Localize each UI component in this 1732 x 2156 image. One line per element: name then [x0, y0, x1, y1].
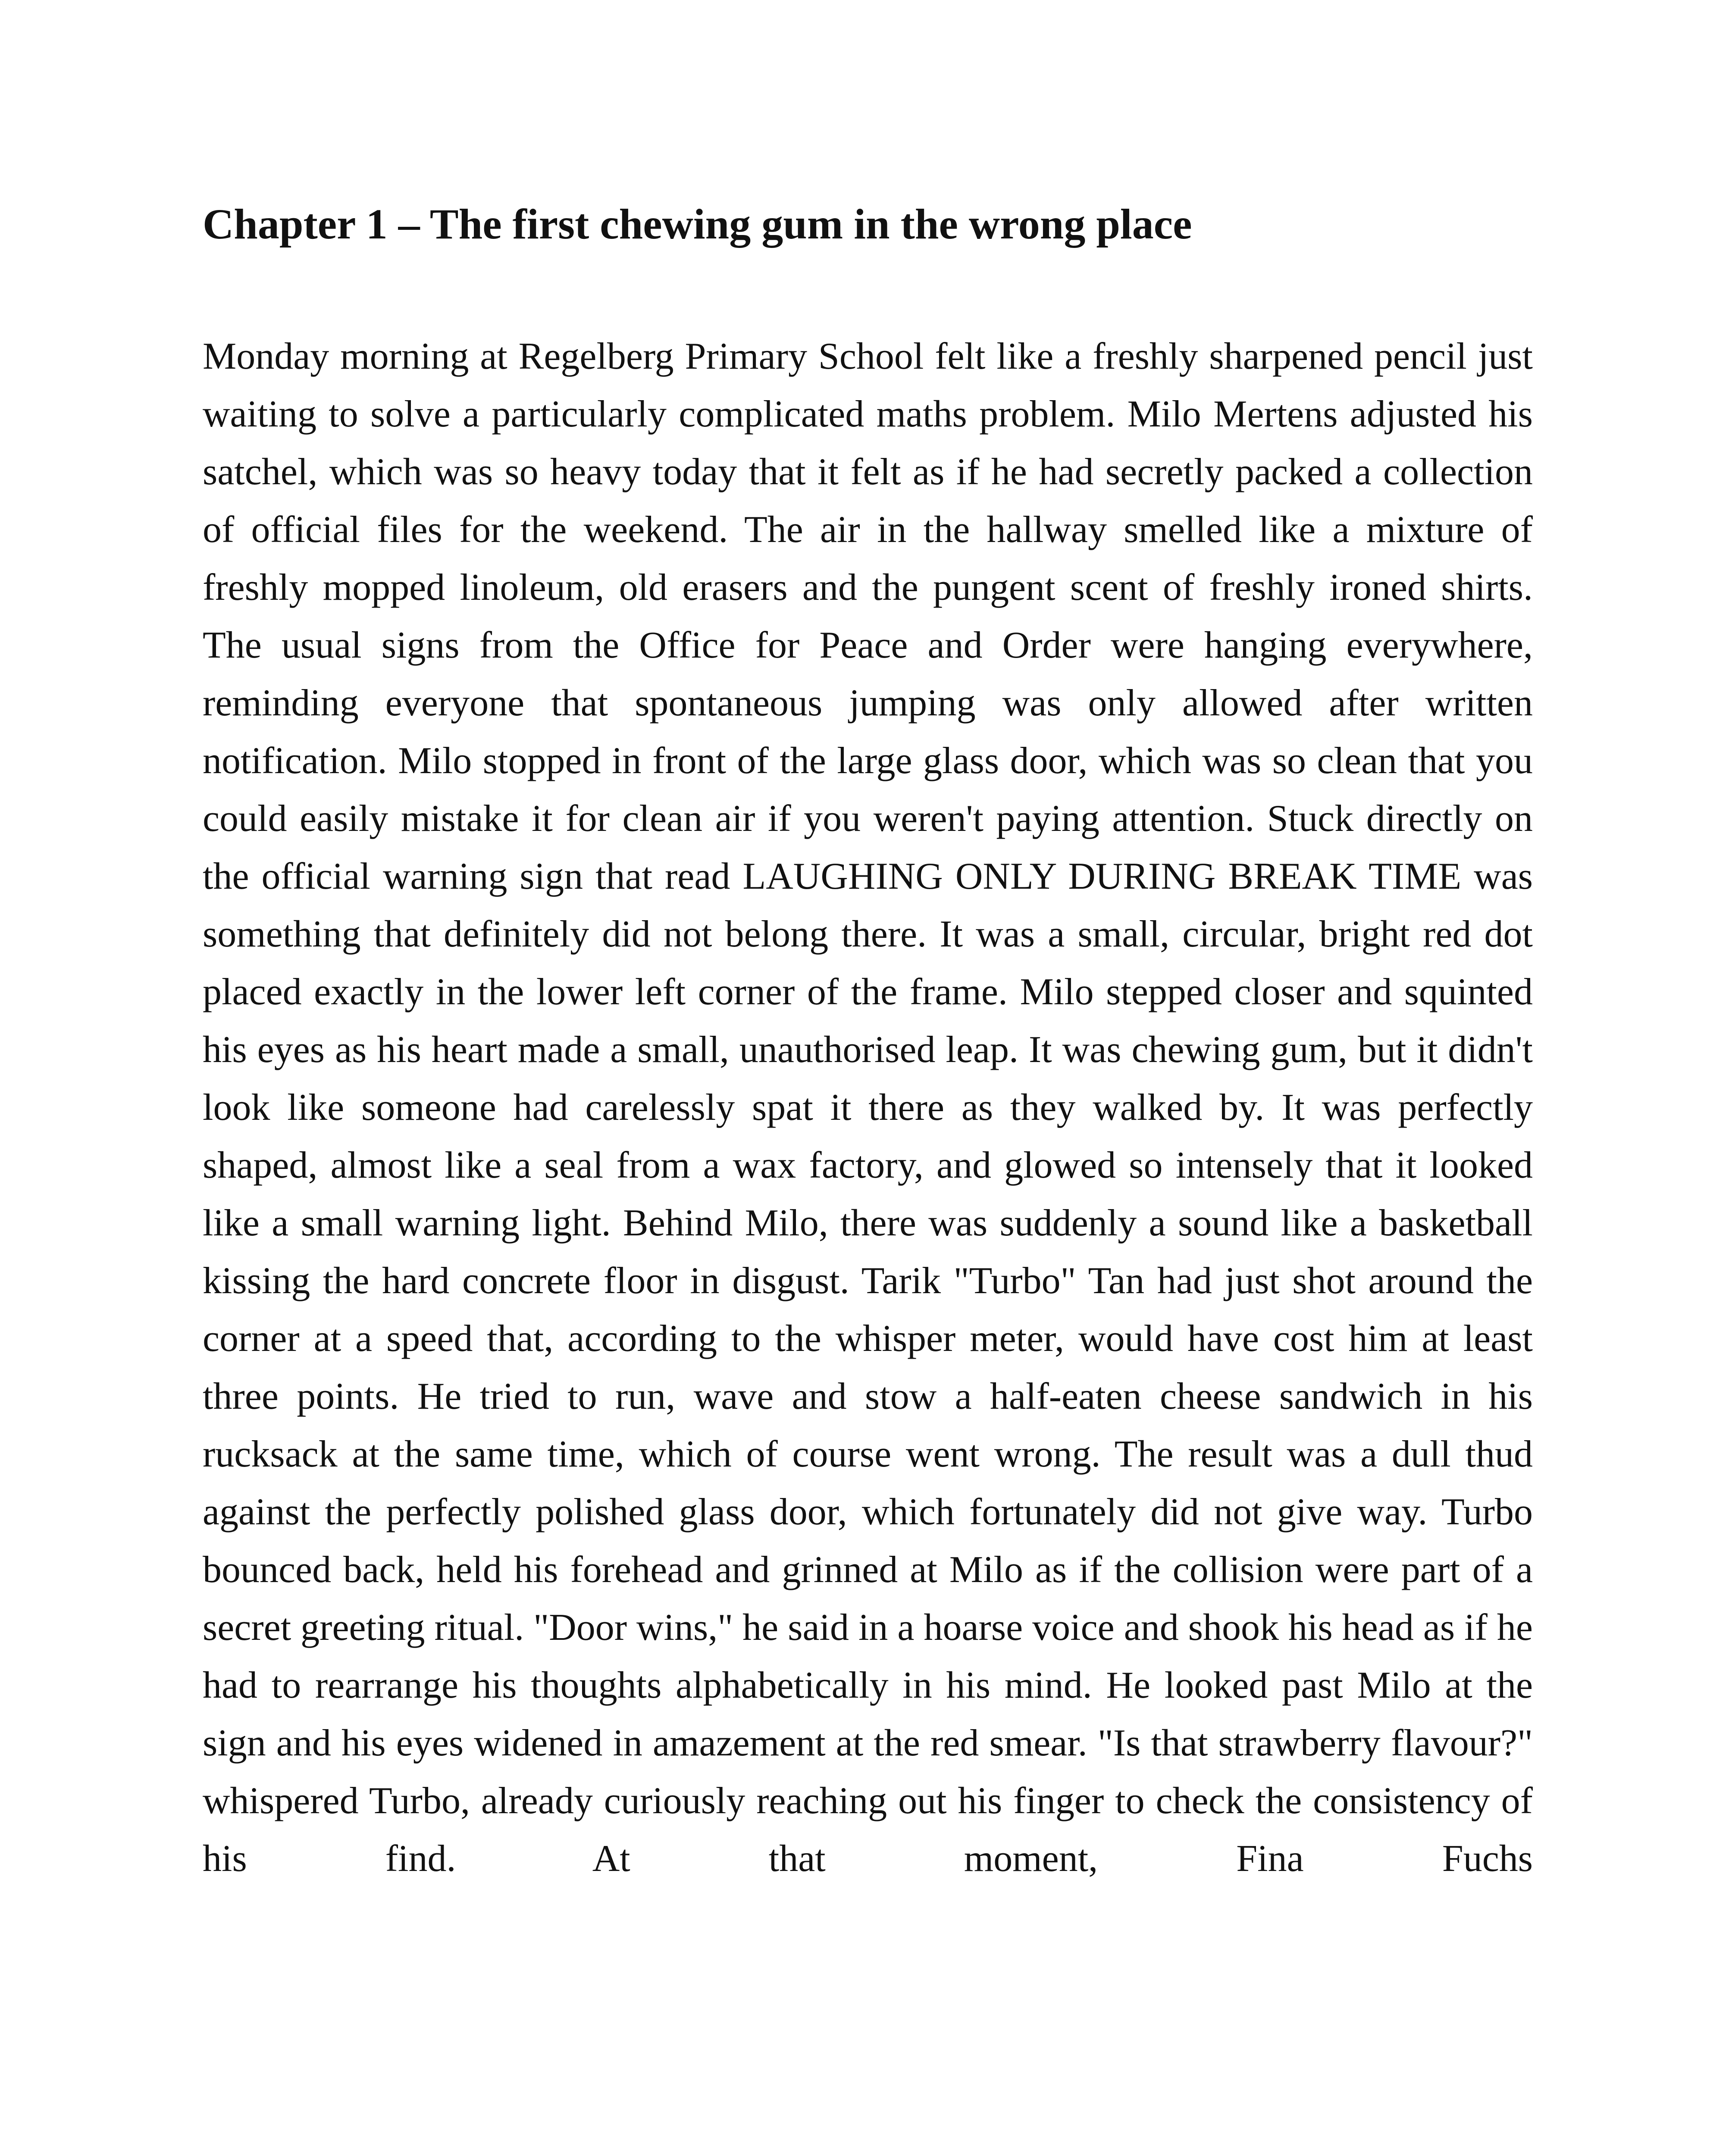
- chapter-title: Chapter 1 – The first chewing gum in the wrong place: [203, 200, 1192, 248]
- document-content: [203, 194, 1533, 1888]
- body-paragraph: Monday morning at Regelberg Primary School felt like a freshly sharpened pencil just waiting to solve a particularly complicated maths problem. Milo Mertens adjusted his satchel, which was so heavy today that it felt as if he had secretly packed a collection of official files for the weekend. The air in the hallway smelled like a mixture of freshly mopped linoleum, old erasers and the pungent scent of freshly ironed shirts. The usual signs from the Office for Peace and Order were hanging everywhere, reminding everyone that spontaneous jumping was only allowed after written notification. Milo stopped in front of the large glass door, which was so clean that you could easily mistake it for clean air if you weren't paying attention. Stuck directly on the official warning sign that read LAUGHING ONLY DURING BREAK TIME was something that definitely did not belong there. It was a small, circular, bright red dot placed exactly in the lower left corner of the frame. Milo stepped closer and squinted his eyes as his heart made a small, unauthorised leap. It was chewing gum, but it didn't look like someone had carelessly spat it there as they walked by. It was perfectly shaped, almost like a seal from a wax factory, and glowed so intensely that it looked like a small warning light. Behind Milo, there was suddenly a sound like a basketball kissing the hard concrete floor in disgust. Tarik "Turbo" Tan had just shot around the corner at a speed that, according to the whisper meter, would have cost him at least three points. He tried to run, wave and stow a half-eaten cheese sandwich in his rucksack at the same time, which of course went wrong. The result was a dull thud against the perfectly polished glass door, which fortunately did not give way. Turbo bounced back, held his forehead and grinned at Milo as if the collision were part of a secret greeting ritual. "Door wins," he said in a hoarse voice and shook his head as if he had to rearrange his thoughts alphabetically in his mind. He looked past Milo at the sign and his eyes widened in amazement at the red smear. "Is that strawberry flavour?" whispered Turbo, already curiously reaching out his finger to check the consistency of his find. At that moment, Fina Fuchs: [203, 335, 1533, 1880]
